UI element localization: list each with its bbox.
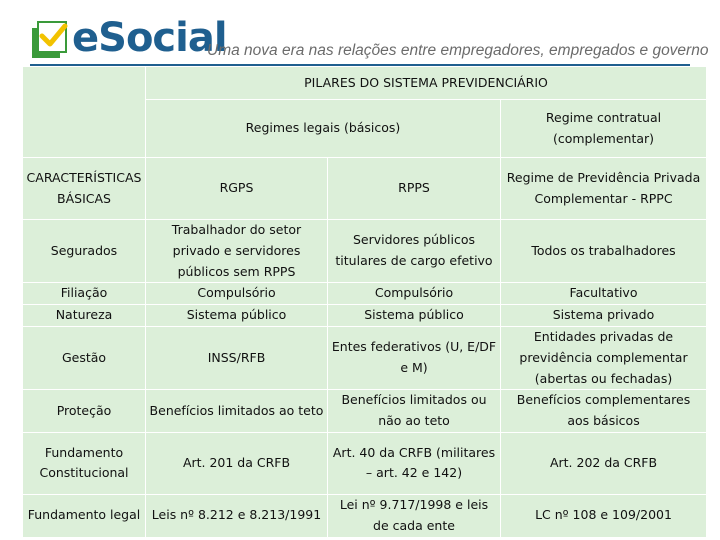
row-label-fundamento-legal: Fundamento legal: [23, 494, 146, 537]
cell-rgps-filiacao: Compulsório: [146, 283, 328, 305]
cell-rppc-fundamento-legal: LC nº 108 e 109/2001: [501, 494, 707, 537]
cell-rgps-gestao: INSS/RFB: [146, 326, 328, 389]
cell-rpps-segurados: Servidores públicos titulares de cargo efetivo: [328, 220, 501, 283]
table-title: PILARES DO SISTEMA PREVIDENCIÁRIO: [146, 67, 707, 100]
group-header-contract: Regime contratual (complementar): [501, 100, 707, 158]
cell-rpps-protecao: Benefícios limitados ou não ao teto: [328, 390, 501, 433]
cell-rpps-fundamento-legal: Lei nº 9.717/1998 e leis de cada ente: [328, 494, 501, 537]
cell-rgps-natureza: Sistema público: [146, 305, 328, 327]
cell-rgps-protecao: Benefícios limitados ao teto: [146, 390, 328, 433]
header-rppc: Regime de Previdência Privada Complementar - RPPC: [501, 158, 707, 220]
tagline: Uma nova era nas relações entre empregadores, empregados e governo: [207, 42, 709, 59]
row-label-segurados: Segurados: [23, 220, 146, 283]
cell-rgps-fundamento-legal: Leis nº 8.212 e 8.213/1991: [146, 494, 328, 537]
cell-rppc-protecao: Benefícios complementares aos básicos: [501, 390, 707, 433]
header-rgps: RGPS: [146, 158, 328, 220]
cell-rpps-filiacao: Compulsório: [328, 283, 501, 305]
row-label-natureza: Natureza: [23, 305, 146, 327]
brand-name: eSocial: [72, 15, 227, 61]
cell-rppc-fundamento-constitucional: Art. 202 da CRFB: [501, 432, 707, 494]
cell-rgps-segurados: Trabalhador do setor privado e servidores públicos sem RPPS: [146, 220, 328, 283]
cell-rppc-segurados: Todos os trabalhadores: [501, 220, 707, 283]
cell-rppc-filiacao: Facultativo: [501, 283, 707, 305]
pillars-table: [22, 66, 707, 538]
group-header-legal: Regimes legais (básicos): [146, 100, 501, 158]
cell-rpps-fundamento-constitucional: Art. 40 da CRFB (militares – art. 42 e 142): [328, 432, 501, 494]
row-label-filiacao: Filiação: [23, 283, 146, 305]
row-label-gestao: Gestão: [23, 326, 146, 389]
row-label-fundamento-constitucional: Fundamento Constitucional: [23, 432, 146, 494]
cell-rpps-natureza: Sistema público: [328, 305, 501, 327]
row-label-protecao: Proteção: [23, 390, 146, 433]
cell-rppc-natureza: Sistema privado: [501, 305, 707, 327]
cell-rpps-gestao: Entes federativos (U, E/DF e M): [328, 326, 501, 389]
row-label-caracteristicas: CARACTERÍSTICAS BÁSICAS: [23, 158, 146, 220]
cell-rgps-fundamento-constitucional: Art. 201 da CRFB: [146, 432, 328, 494]
page-header: [0, 0, 720, 66]
table-corner: [23, 67, 146, 158]
header-rpps: RPPS: [328, 158, 501, 220]
esocial-logo-icon: [30, 18, 68, 60]
cell-rppc-gestao: Entidades privadas de previdência complementar (abertas ou fechadas): [501, 326, 707, 389]
